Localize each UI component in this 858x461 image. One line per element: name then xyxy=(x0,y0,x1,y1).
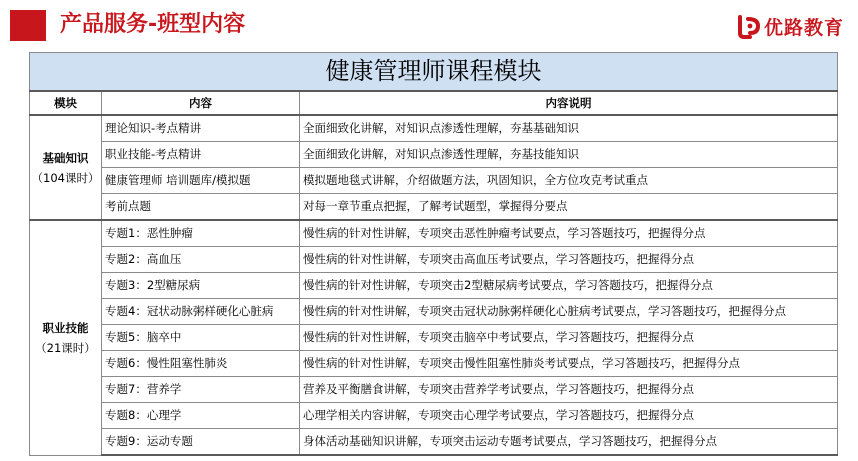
description-cell: 慢性病的针对性讲解，专项突击高血压考试要点，学习答题技巧，把握得分点 xyxy=(300,247,838,273)
column-header-module: 模块 xyxy=(30,91,102,115)
description-cell: 身体活动基础知识讲解，专项突击运动专题考试要点，学习答题技巧，把握得分点 xyxy=(300,429,838,456)
content-cell: 专题5：脑卒中 xyxy=(102,325,300,351)
table-row xyxy=(30,273,838,299)
content-cell: 专题6：慢性阻塞性肺炎 xyxy=(102,351,300,377)
column-header-content: 内容 xyxy=(102,91,300,115)
slide-header xyxy=(0,0,858,52)
content-cell: 职业技能-考点精讲 xyxy=(102,142,300,168)
content-cell: 理论知识-考点精讲 xyxy=(102,115,300,142)
module-hours: （104课时） xyxy=(31,170,100,185)
description-cell: 慢性病的针对性讲解，专项突击2型糖尿病考试要点，学习答题技巧，把握得分点 xyxy=(300,273,838,299)
description-cell: 营养及平衡膳食讲解，专项突击营养学考试要点，学习答题技巧，把握得分点 xyxy=(300,377,838,403)
brand-logo xyxy=(736,11,844,41)
table-row xyxy=(30,168,838,194)
column-header-description: 内容说明 xyxy=(300,91,838,115)
table-row xyxy=(30,351,838,377)
description-cell: 模拟题地毯式讲解，介绍做题方法，巩固知识，全方位攻克考试重点 xyxy=(300,168,838,194)
table-row xyxy=(30,115,838,142)
description-cell: 全面细致化讲解，对知识点渗透性理解，夯基基础知识 xyxy=(300,115,838,142)
brand-logo-icon xyxy=(736,13,762,39)
description-cell: 心理学相关内容讲解，专项突击心理学考试要点，学习答题技巧，把握得分点 xyxy=(300,403,838,429)
content-cell: 专题8：心理学 xyxy=(102,403,300,429)
table-row xyxy=(30,377,838,403)
description-cell: 慢性病的针对性讲解，专项突击慢性阻塞性肺炎考试要点，学习答题技巧，把握得分点 xyxy=(300,351,838,377)
table-row xyxy=(30,142,838,168)
description-cell: 对每一章节重点把握，了解考试题型，掌握得分要点 xyxy=(300,194,838,221)
content-cell: 专题2：高血压 xyxy=(102,247,300,273)
table-row xyxy=(30,429,838,456)
module-cell-skills xyxy=(30,220,102,455)
table-row xyxy=(30,299,838,325)
table-title: 健康管理师课程模块 xyxy=(30,53,838,92)
table-row xyxy=(30,194,838,221)
description-cell: 慢性病的针对性讲解，专项突击恶性肿瘤考试要点，学习答题技巧，把握得分点 xyxy=(300,220,838,247)
table-row xyxy=(30,247,838,273)
module-name: 职业技能 xyxy=(42,320,89,335)
module-name: 基础知识 xyxy=(42,150,89,165)
brand-logo-text: 优路教育 xyxy=(764,16,845,39)
content-cell: 专题3：2型糖尿病 xyxy=(102,273,300,299)
description-cell: 慢性病的针对性讲解，专项突击冠状动脉粥样硬化心脏病考试要点，学习答题技巧，把握得分点 xyxy=(300,299,838,325)
content-cell: 专题1：恶性肿瘤 xyxy=(102,220,300,247)
content-cell: 健康管理师 培训题库/模拟题 xyxy=(102,168,300,194)
content-cell: 专题4：冠状动脉粥样硬化心脏病 xyxy=(102,299,300,325)
content-cell: 专题9：运动专题 xyxy=(102,429,300,456)
module-cell-basic xyxy=(30,115,102,220)
description-cell: 全面细致化讲解，对知识点渗透性理解，夯基技能知识 xyxy=(300,142,838,168)
description-cell: 慢性病的针对性讲解，专项突击脑卒中考试要点，学习答题技巧，把握得分点 xyxy=(300,325,838,351)
table-row xyxy=(30,403,838,429)
table-row xyxy=(30,325,838,351)
module-hours: （21课时） xyxy=(35,340,96,355)
course-module-table xyxy=(29,52,837,456)
content-cell: 专题7：营养学 xyxy=(102,377,300,403)
title-accent-block xyxy=(10,10,46,41)
page-title: 产品服务-班型内容 xyxy=(60,12,246,37)
content-cell: 考前点题 xyxy=(102,194,300,221)
table-row xyxy=(30,220,838,247)
